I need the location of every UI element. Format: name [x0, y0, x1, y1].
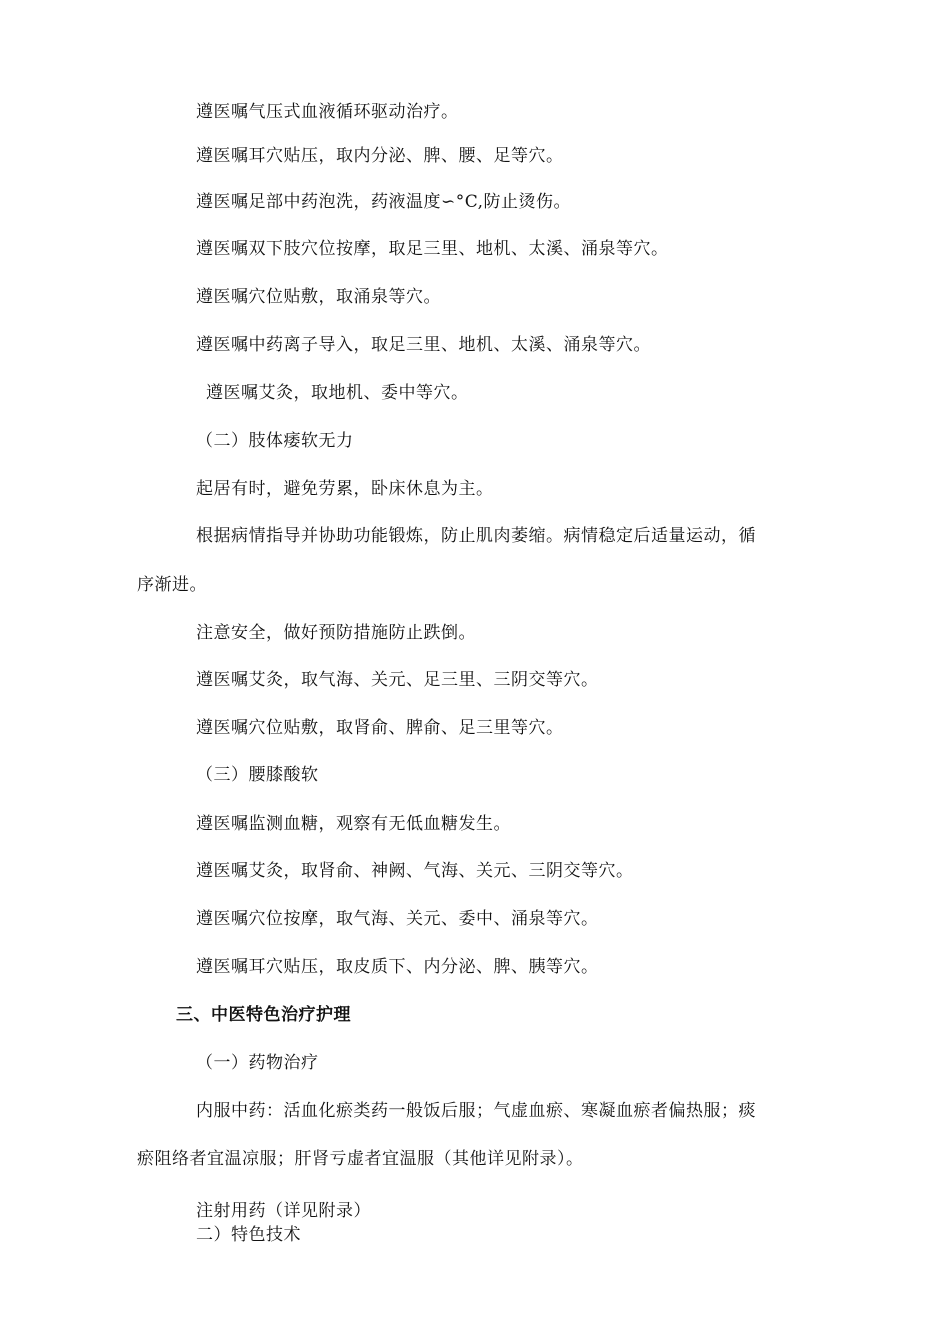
section-heading: 三、中医特色治疗护理	[176, 1005, 351, 1025]
paragraph-line: 遵医嘱艾灸，取地机、委中等穴。	[206, 383, 469, 403]
paragraph-line: 根据病情指导并协助功能锻炼，防止肌肉萎缩。病情稳定后适量运动，循	[196, 526, 756, 546]
subheading: 二）特色技术	[196, 1225, 301, 1245]
paragraph-line: 遵医嘱穴位按摩，取气海、关元、委中、涌泉等穴。	[196, 909, 599, 929]
paragraph-line: 遵医嘱双下肢穴位按摩，取足三里、地机、太溪、涌泉等穴。	[196, 239, 669, 259]
paragraph-line: 注意安全，做好预防措施防止跌倒。	[196, 623, 476, 643]
paragraph-line: 遵医嘱耳穴贴压，取内分泌、脾、腰、足等穴。	[196, 146, 564, 166]
paragraph-line: 遵医嘱艾灸，取肾俞、神阙、气海、关元、三阴交等穴。	[196, 861, 634, 881]
paragraph-line: 注射用药（详见附录）	[196, 1201, 371, 1221]
subheading: （三）腰膝酸软	[196, 765, 319, 785]
paragraph-line: 遵医嘱耳穴贴压，取皮质下、内分泌、脾、胰等穴。	[196, 957, 599, 977]
subheading: （一）药物治疗	[196, 1053, 319, 1073]
paragraph-line: 遵医嘱监测血糖，观察有无低血糖发生。	[196, 814, 511, 834]
paragraph-line: 遵医嘱足部中药泡洗，药液温度∽°C,防止烫伤。	[196, 192, 572, 212]
paragraph-line: 遵医嘱气压式血液循环驱动治疗。	[196, 102, 459, 122]
paragraph-line: 内服中药：活血化瘀类药一般饭后服；气虚血瘀、寒凝血瘀者偏热服；痰	[196, 1101, 756, 1121]
paragraph-line: 遵医嘱穴位贴敷，取涌泉等穴。	[196, 287, 441, 307]
paragraph-line: 遵医嘱艾灸，取气海、关元、足三里、三阴交等穴。	[196, 670, 599, 690]
paragraph-line-continuation: 瘀阻络者宜温凉服；肝肾亏虚者宜温服（其他详见附录）。	[137, 1149, 584, 1169]
subheading: （二）肢体痿软无力	[196, 431, 354, 451]
paragraph-line: 起居有时，避免劳累，卧床休息为主。	[196, 479, 494, 499]
paragraph-line: 遵医嘱中药离子导入，取足三里、地机、太溪、涌泉等穴。	[196, 335, 651, 355]
paragraph-line-continuation: 序渐进。	[137, 575, 207, 595]
paragraph-line: 遵医嘱穴位贴敷，取肾俞、脾俞、足三里等穴。	[196, 718, 564, 738]
